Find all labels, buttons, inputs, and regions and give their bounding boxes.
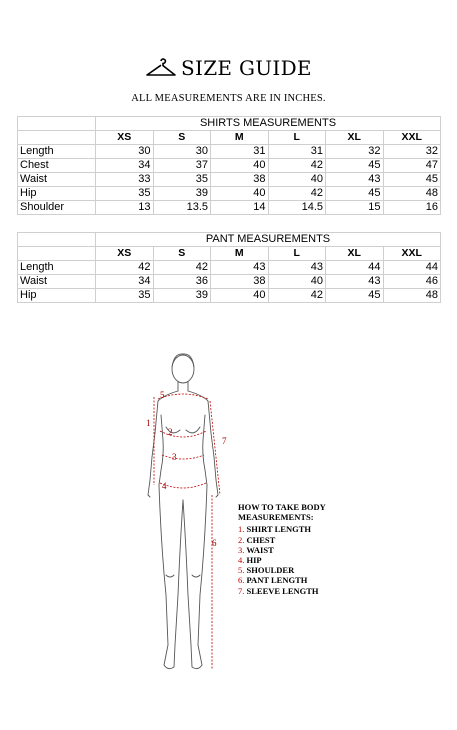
size-header: XXL [383,247,441,261]
item-text: HIP [246,555,262,566]
table-cell: 32 [326,145,384,159]
list-item [238,545,378,555]
item-number: 6. [238,575,245,586]
hanger-icon [145,58,177,78]
table-cell: 46 [383,275,441,289]
table-cell: 45 [383,173,441,187]
marker-6: 6 [212,538,217,548]
instructions-heading: HOW TO TAKE BODY MEASUREMENTS: [238,502,326,523]
item-text: PANT LENGTH [246,575,308,586]
table-row [18,187,441,201]
table-corner-cell [18,131,96,145]
table-cell: 40 [268,275,326,289]
marker-7: 7 [222,436,227,446]
size-header: XXL [383,131,441,145]
table-cell: 35 [96,289,154,303]
table-header-row [18,131,441,145]
table-cell: 39 [153,289,211,303]
table-cell: 40 [211,187,269,201]
table-cell: 34 [96,275,154,289]
item-number: 3. [238,544,245,555]
table-cell: 48 [383,289,441,303]
item-number: 1. [238,524,245,535]
table-cell: 43 [268,261,326,275]
measurement-instructions [238,502,378,596]
size-header: S [153,131,211,145]
table-cell: 45 [326,159,384,173]
table-cell: 36 [153,275,211,289]
table-caption-row [18,233,441,247]
list-item [238,524,378,534]
table-corner-cell [18,233,96,247]
table-cell: 13 [96,201,154,215]
list-item [238,535,378,545]
row-label: Waist [18,173,96,187]
table-cell: 35 [153,173,211,187]
table-cell: 30 [153,145,211,159]
table-caption-row [18,117,441,131]
row-label: Length [18,145,96,159]
units-note: ALL MEASUREMENTS ARE IN INCHES. [131,93,326,104]
table-caption: SHIRTS MEASUREMENTS [96,117,441,131]
marker-1: 1 [146,418,151,428]
row-label: Hip [18,187,96,201]
marker-4: 4 [162,481,167,491]
marker-2: 2 [168,427,173,437]
table-row [18,145,441,159]
table-cell: 14 [211,201,269,215]
item-number: 7. [238,585,245,596]
table-cell: 43 [326,173,384,187]
table-cell: 45 [326,187,384,201]
item-number: 2. [238,534,245,545]
table-cell: 42 [268,159,326,173]
table-row [18,261,441,275]
table-cell: 13.5 [153,201,211,215]
item-text: SHOULDER [246,565,295,576]
table-cell: 48 [383,187,441,201]
marker-5: 5 [160,390,165,400]
item-text: SHIRT LENGTH [246,524,311,535]
table-row [18,275,441,289]
item-text: WAIST [246,544,274,555]
header [0,54,457,84]
row-label: Shoulder [18,201,96,215]
table-cell: 44 [383,261,441,275]
table-cell: 34 [96,159,154,173]
item-text: CHEST [246,534,276,545]
size-header: L [268,247,326,261]
table-cell: 31 [211,145,269,159]
instructions-list [238,524,378,595]
list-item [238,565,378,575]
item-number: 5. [238,565,245,576]
row-label: Chest [18,159,96,173]
table-cell: 15 [326,201,384,215]
table-cell: 40 [211,289,269,303]
table-cell: 40 [268,173,326,187]
list-item [238,555,378,565]
table-cell: 35 [96,187,154,201]
table-header-row [18,247,441,261]
table-cell: 38 [211,173,269,187]
body-figure-illustration [128,345,238,690]
table-cell: 42 [96,261,154,275]
table-cell: 44 [326,261,384,275]
row-label: Length [18,261,96,275]
table-row [18,289,441,303]
size-header: M [211,247,269,261]
table-corner-cell [18,117,96,131]
size-header: M [211,131,269,145]
table-caption: PANT MEASUREMENTS [96,233,441,247]
table-row [18,173,441,187]
page-title: SIZE GUIDE [181,56,312,80]
table-row [18,201,441,215]
table-cell: 31 [268,145,326,159]
table-cell: 42 [268,187,326,201]
table-cell: 14.5 [268,201,326,215]
item-text: SLEEVE LENGTH [246,585,319,596]
size-header: XL [326,131,384,145]
table-cell: 47 [383,159,441,173]
table-cell: 42 [268,289,326,303]
table-cell: 16 [383,201,441,215]
table-corner-cell [18,247,96,261]
row-label: Waist [18,275,96,289]
row-label: Hip [18,289,96,303]
list-item [238,575,378,585]
table-cell: 42 [153,261,211,275]
table-cell: 38 [211,275,269,289]
size-header: L [268,131,326,145]
table-cell: 32 [383,145,441,159]
list-item [238,586,378,596]
shirt-measurements-table [17,116,441,215]
size-header: S [153,247,211,261]
table-cell: 33 [96,173,154,187]
table-cell: 39 [153,187,211,201]
table-cell: 43 [326,275,384,289]
pant-measurements-table [17,232,441,303]
table-row [18,159,441,173]
table-cell: 40 [211,159,269,173]
table-cell: 37 [153,159,211,173]
size-header: XS [96,131,154,145]
marker-3: 3 [172,452,177,462]
table-cell: 30 [96,145,154,159]
size-header: XL [326,247,384,261]
table-cell: 45 [326,289,384,303]
item-number: 4. [238,555,245,566]
size-header: XS [96,247,154,261]
table-cell: 43 [211,261,269,275]
